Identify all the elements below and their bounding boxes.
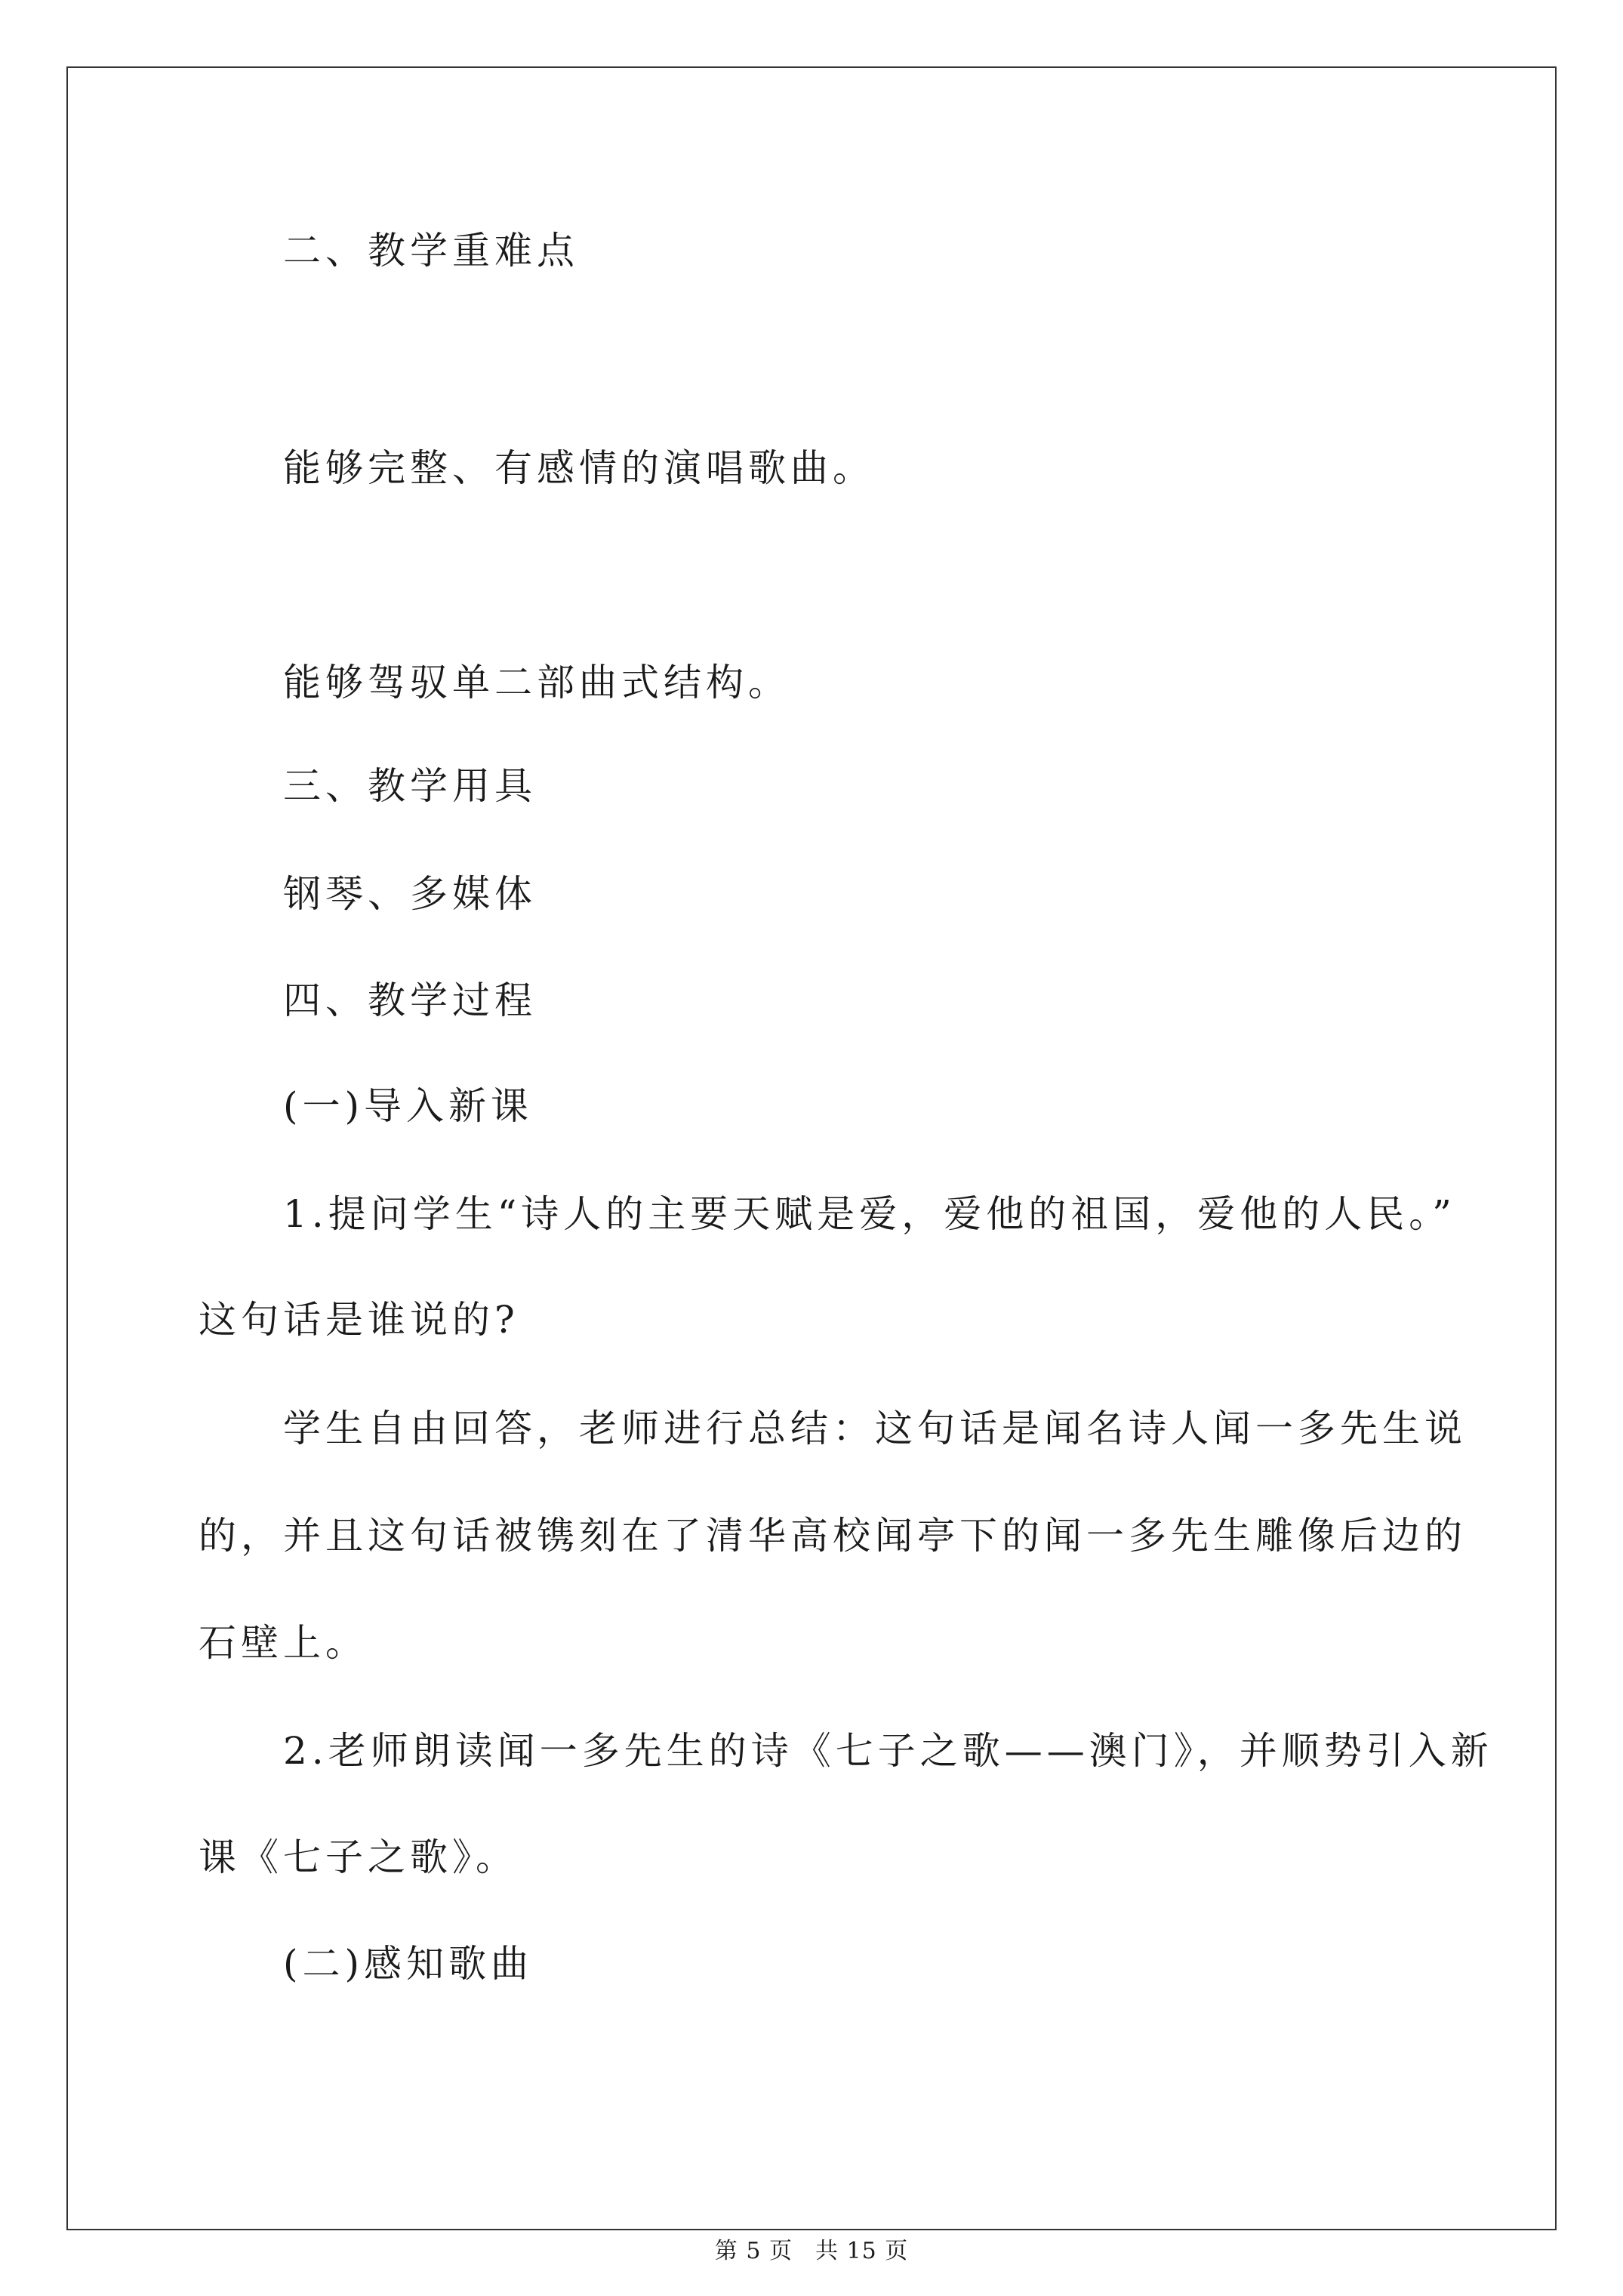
page-number: 第 5 页 xyxy=(714,2238,793,2264)
subheading-intro: (一)导入新课 xyxy=(283,1084,534,1128)
paragraph-line: 2.老师朗读闻一多先生的诗《七子之歌——澳门》，并顺势引入新 xyxy=(283,1729,1493,1773)
paragraph-line: 1.提问学生“诗人的主要天赋是爱，爱他的祖国，爱他的人民。” xyxy=(283,1192,1456,1236)
paragraph-line: 能够完整、有感情的演唱歌曲。 xyxy=(283,446,875,490)
subheading-perceive-song: (二)感知歌曲 xyxy=(283,1942,534,1986)
heading-key-difficulties: 二、教学重难点 xyxy=(283,229,579,273)
paragraph-line: 的，并且这句话被镌刻在了清华高校闻亭下的闻一多先生雕像后边的 xyxy=(199,1514,1467,1558)
page-border xyxy=(66,66,1557,2230)
heading-teaching-process: 四、教学过程 xyxy=(283,978,537,1022)
paragraph-line: 钢琴、多媒体 xyxy=(283,872,537,916)
paragraph-line: 课《七子之歌》。 xyxy=(199,1835,518,1879)
paragraph-line: 学生自由回答，老师进行总结：这句话是闻名诗人闻一多先生说 xyxy=(283,1407,1467,1450)
page-footer xyxy=(0,2236,1623,2267)
heading-teaching-tools: 三、教学用具 xyxy=(283,764,537,808)
paragraph-line: 石壁上。 xyxy=(199,1621,368,1665)
page-total: 共 15 页 xyxy=(815,2238,909,2264)
paragraph-line: 能够驾驭单二部曲式结构。 xyxy=(283,661,790,704)
paragraph-line: 这句话是谁说的? xyxy=(199,1298,519,1342)
